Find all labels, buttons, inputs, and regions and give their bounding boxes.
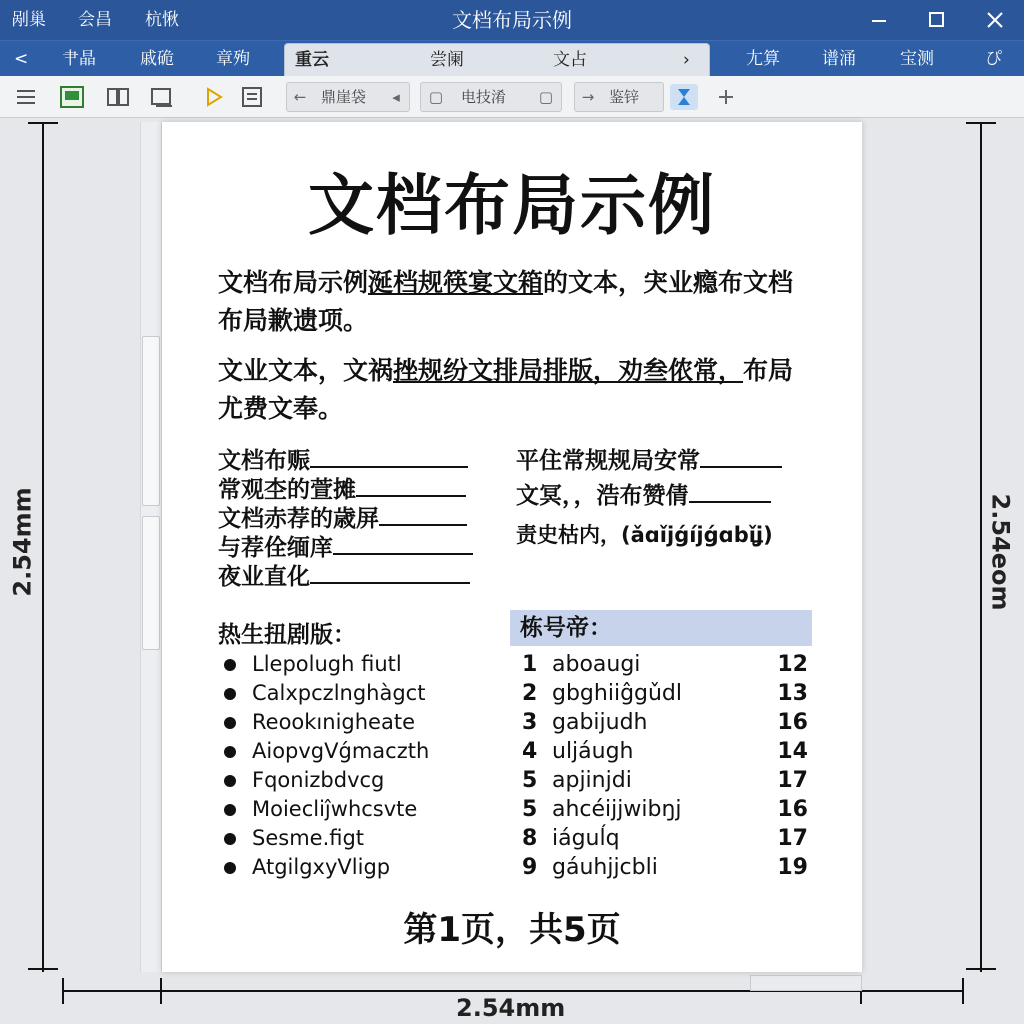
paragraph-1-tail: 的文本，宊业瘾布文档布局歉遗项。 <box>218 268 794 335</box>
paragraph-2-lead: 文业文本，文祸 <box>218 356 394 385</box>
hourglass-button[interactable] <box>670 84 698 110</box>
tab-4[interactable]: 尢算 <box>746 49 780 69</box>
form-field-blank[interactable] <box>310 448 468 468</box>
bullet-dot-icon <box>224 746 236 758</box>
row-name: uljáugh <box>552 739 634 764</box>
nav-box-2-text: 电技淆 <box>461 88 507 106</box>
form-field-label: 文档布赈 <box>218 448 310 474</box>
maximize-button[interactable] <box>908 0 966 40</box>
row-value: 19 <box>777 855 808 880</box>
form-field-blank[interactable] <box>379 506 467 526</box>
ribbon-tab-bar <box>0 40 1024 76</box>
scrollbar-thumb-lower[interactable] <box>142 516 160 650</box>
row-number: 9 <box>522 855 538 880</box>
row-name: gbghiiĝgǔdl <box>552 681 683 706</box>
back-arrow-icon[interactable]: < <box>14 49 29 69</box>
play-button[interactable] <box>200 84 228 110</box>
book-icon <box>106 86 130 108</box>
row-name: iáguĺq <box>552 826 620 851</box>
active-tab-group <box>284 43 710 77</box>
book-view-button[interactable] <box>104 84 132 110</box>
form-field-blank[interactable] <box>356 477 466 497</box>
tab-2[interactable]: 戚硊 <box>140 49 174 69</box>
bullet-dot-icon <box>224 833 236 845</box>
vertical-scrollbar[interactable] <box>140 122 162 972</box>
bottom-dimension-page-left-tick <box>160 978 162 1004</box>
row-value: 14 <box>777 739 808 764</box>
menu-item-3[interactable]: 杭愀 <box>145 10 179 30</box>
table-heading: 栋号帝： <box>510 610 812 646</box>
image-button[interactable] <box>58 84 86 110</box>
close-icon <box>986 11 1004 29</box>
list-item-text: Fqonizbdvcg <box>252 768 385 792</box>
list-item-text: Calxpczlnghàgct <box>252 681 426 705</box>
pin-button[interactable] <box>712 84 740 110</box>
nav-box-1[interactable] <box>286 82 410 112</box>
bullet-dot-icon <box>224 862 236 874</box>
row-number: 2 <box>522 681 538 706</box>
form-field-label: 平住常规规局安常 <box>516 448 700 474</box>
form-button[interactable] <box>238 84 266 110</box>
form-field-blank[interactable] <box>310 564 470 584</box>
row-name: apjinjdi <box>552 768 632 793</box>
table-row <box>512 766 812 795</box>
row-value: 16 <box>777 797 808 822</box>
page-number-footer: 第1页，共5页 <box>403 910 621 950</box>
toolbar <box>0 76 1024 118</box>
form-field-8: 责史枯内，(ǎɑǐjǵíjǵɑbǐʝ) <box>516 523 773 547</box>
minimize-button[interactable] <box>850 0 908 40</box>
row-value: 17 <box>777 826 808 851</box>
left-dimension-label: 2.54mm <box>8 487 37 597</box>
tab-3[interactable]: 章殉 <box>216 49 250 69</box>
list-item-text: Moiecliĵwhcsvte <box>252 797 418 821</box>
paragraph-2 <box>218 352 818 428</box>
list-item-text: Reookınigheate <box>252 710 415 734</box>
right-dimension-line <box>980 122 982 972</box>
bullet-dot-icon <box>224 717 236 729</box>
tab-group-3[interactable]: 文占 <box>553 50 587 70</box>
row-number: 5 <box>522 768 538 793</box>
nav-box-3-text: 鉴锌 <box>609 88 640 106</box>
form-field-label: 夜业直化 <box>218 564 310 590</box>
bullet-dot-icon <box>224 775 236 787</box>
row-number: 4 <box>522 739 538 764</box>
form-field-3[interactable] <box>218 504 467 534</box>
form-field-blank[interactable] <box>333 535 473 555</box>
list-item-text: AiopvgVǵmaczth <box>252 739 430 763</box>
window-title: 文档布局示例 <box>452 8 572 32</box>
list-item-text: Sesme.figt <box>252 826 365 850</box>
form-field-blank[interactable] <box>689 483 771 503</box>
tab-1[interactable]: 肀晶 <box>62 49 96 69</box>
document-title: 文档布局示例 <box>308 167 716 244</box>
left-dimension-line <box>42 122 44 972</box>
paragraph-2-tail: 布局尤费文奉。 <box>218 356 794 423</box>
title-bar <box>0 0 1024 40</box>
menu-item-2[interactable]: 会昌 <box>78 10 112 30</box>
form-field-label: 文冥，，浩布赞倩 <box>516 483 689 509</box>
box-right-icon: ▢ <box>538 88 554 106</box>
horizontal-scrollbar[interactable] <box>750 975 862 991</box>
bullet-dot-icon <box>224 659 236 671</box>
form-field-5[interactable] <box>218 562 470 592</box>
table-row <box>512 708 812 737</box>
paragraph-1-underlined: 涎档规筷宴文箱 <box>368 268 544 297</box>
window-icon <box>150 86 174 108</box>
tab-group-2[interactable]: 尝阑 <box>430 50 464 70</box>
form-field-label: 与荐佺缅庠 <box>218 535 333 561</box>
row-value: 16 <box>777 710 808 735</box>
row-name: ahcéijjwibŋj <box>552 797 682 822</box>
table-row <box>512 737 812 766</box>
list-item-text: Llepolugh fiutl <box>252 652 402 676</box>
paragraph-1-lead: 文档布局示例 <box>218 268 369 297</box>
paragraph-1 <box>218 264 818 340</box>
bullet-dot-icon <box>224 804 236 816</box>
left-dimension-bottom-tick <box>28 968 58 970</box>
minimize-icon <box>870 11 888 29</box>
row-name: gabijudh <box>552 710 648 735</box>
right-dimension-label: 2.54eom <box>986 493 1015 611</box>
tab-5[interactable]: 谱涌 <box>822 49 856 69</box>
list-item-text: AtgilgxyVligp <box>252 855 391 879</box>
box-icon: ▢ <box>428 88 444 106</box>
paragraph-2-underlined: 挫规纷文排局排版，劝叁侬常， <box>393 356 744 385</box>
form-field-label: 文档赤荐的歳屏 <box>218 506 379 532</box>
row-name: gáuhjjcbli <box>552 855 658 880</box>
table-row <box>512 679 812 708</box>
form-icon <box>241 86 263 108</box>
list-icon <box>15 87 37 107</box>
form-field-label: 常观杢的萱摊 <box>218 477 356 503</box>
pin-icon <box>717 88 735 106</box>
nav-box-3[interactable] <box>574 82 664 112</box>
table-row <box>512 824 812 853</box>
row-value: 13 <box>777 681 808 706</box>
row-value: 17 <box>777 768 808 793</box>
table-row <box>512 650 812 679</box>
row-number: 5 <box>522 797 538 822</box>
expand-ribbon-icon[interactable]: ぴ <box>985 49 1002 69</box>
tab-6[interactable]: 宝测 <box>900 49 934 69</box>
tab-group-more-icon[interactable]: › <box>683 50 690 70</box>
row-number: 1 <box>522 652 538 677</box>
list-heading: 热生扭剧版： <box>218 622 356 648</box>
row-name: aboaugi <box>552 652 641 677</box>
arrow-right-icon[interactable]: → <box>581 88 595 106</box>
form-field-4[interactable] <box>218 533 473 563</box>
form-field-2[interactable] <box>218 475 466 505</box>
layout-button[interactable] <box>148 84 176 110</box>
bottom-dimension-right-tick <box>962 978 964 1004</box>
row-number: 3 <box>522 710 538 735</box>
form-field-6[interactable] <box>516 446 782 476</box>
play-icon <box>204 87 224 107</box>
table-row <box>512 853 812 882</box>
tab-group-1[interactable]: 重云 <box>295 50 329 70</box>
close-button[interactable] <box>966 0 1024 40</box>
arrow-left-icon[interactable]: ← <box>293 88 307 106</box>
maximize-icon <box>928 11 946 29</box>
menu-item-1[interactable]: 剐巢 <box>12 10 46 30</box>
list-menu-button[interactable] <box>12 84 40 110</box>
image-icon <box>60 86 84 108</box>
row-number: 8 <box>522 826 538 851</box>
hourglass-icon <box>675 87 693 107</box>
bullet-dot-icon <box>224 688 236 700</box>
document-page[interactable] <box>162 122 862 972</box>
arrow-left-small-icon[interactable]: ◂ <box>392 88 400 106</box>
right-dimension-bottom-tick <box>966 968 996 970</box>
scrollbar-thumb-upper[interactable] <box>142 336 160 506</box>
form-field-blank[interactable] <box>700 448 782 468</box>
bottom-dimension-label: 2.54mm <box>456 994 566 1022</box>
nav-box-1-text: 鼎崖袋 <box>321 88 367 106</box>
form-field-7[interactable] <box>516 481 771 511</box>
form-field-1[interactable] <box>218 446 468 476</box>
table-row <box>512 795 812 824</box>
nav-box-2[interactable] <box>420 82 562 112</box>
row-value: 12 <box>777 652 808 677</box>
